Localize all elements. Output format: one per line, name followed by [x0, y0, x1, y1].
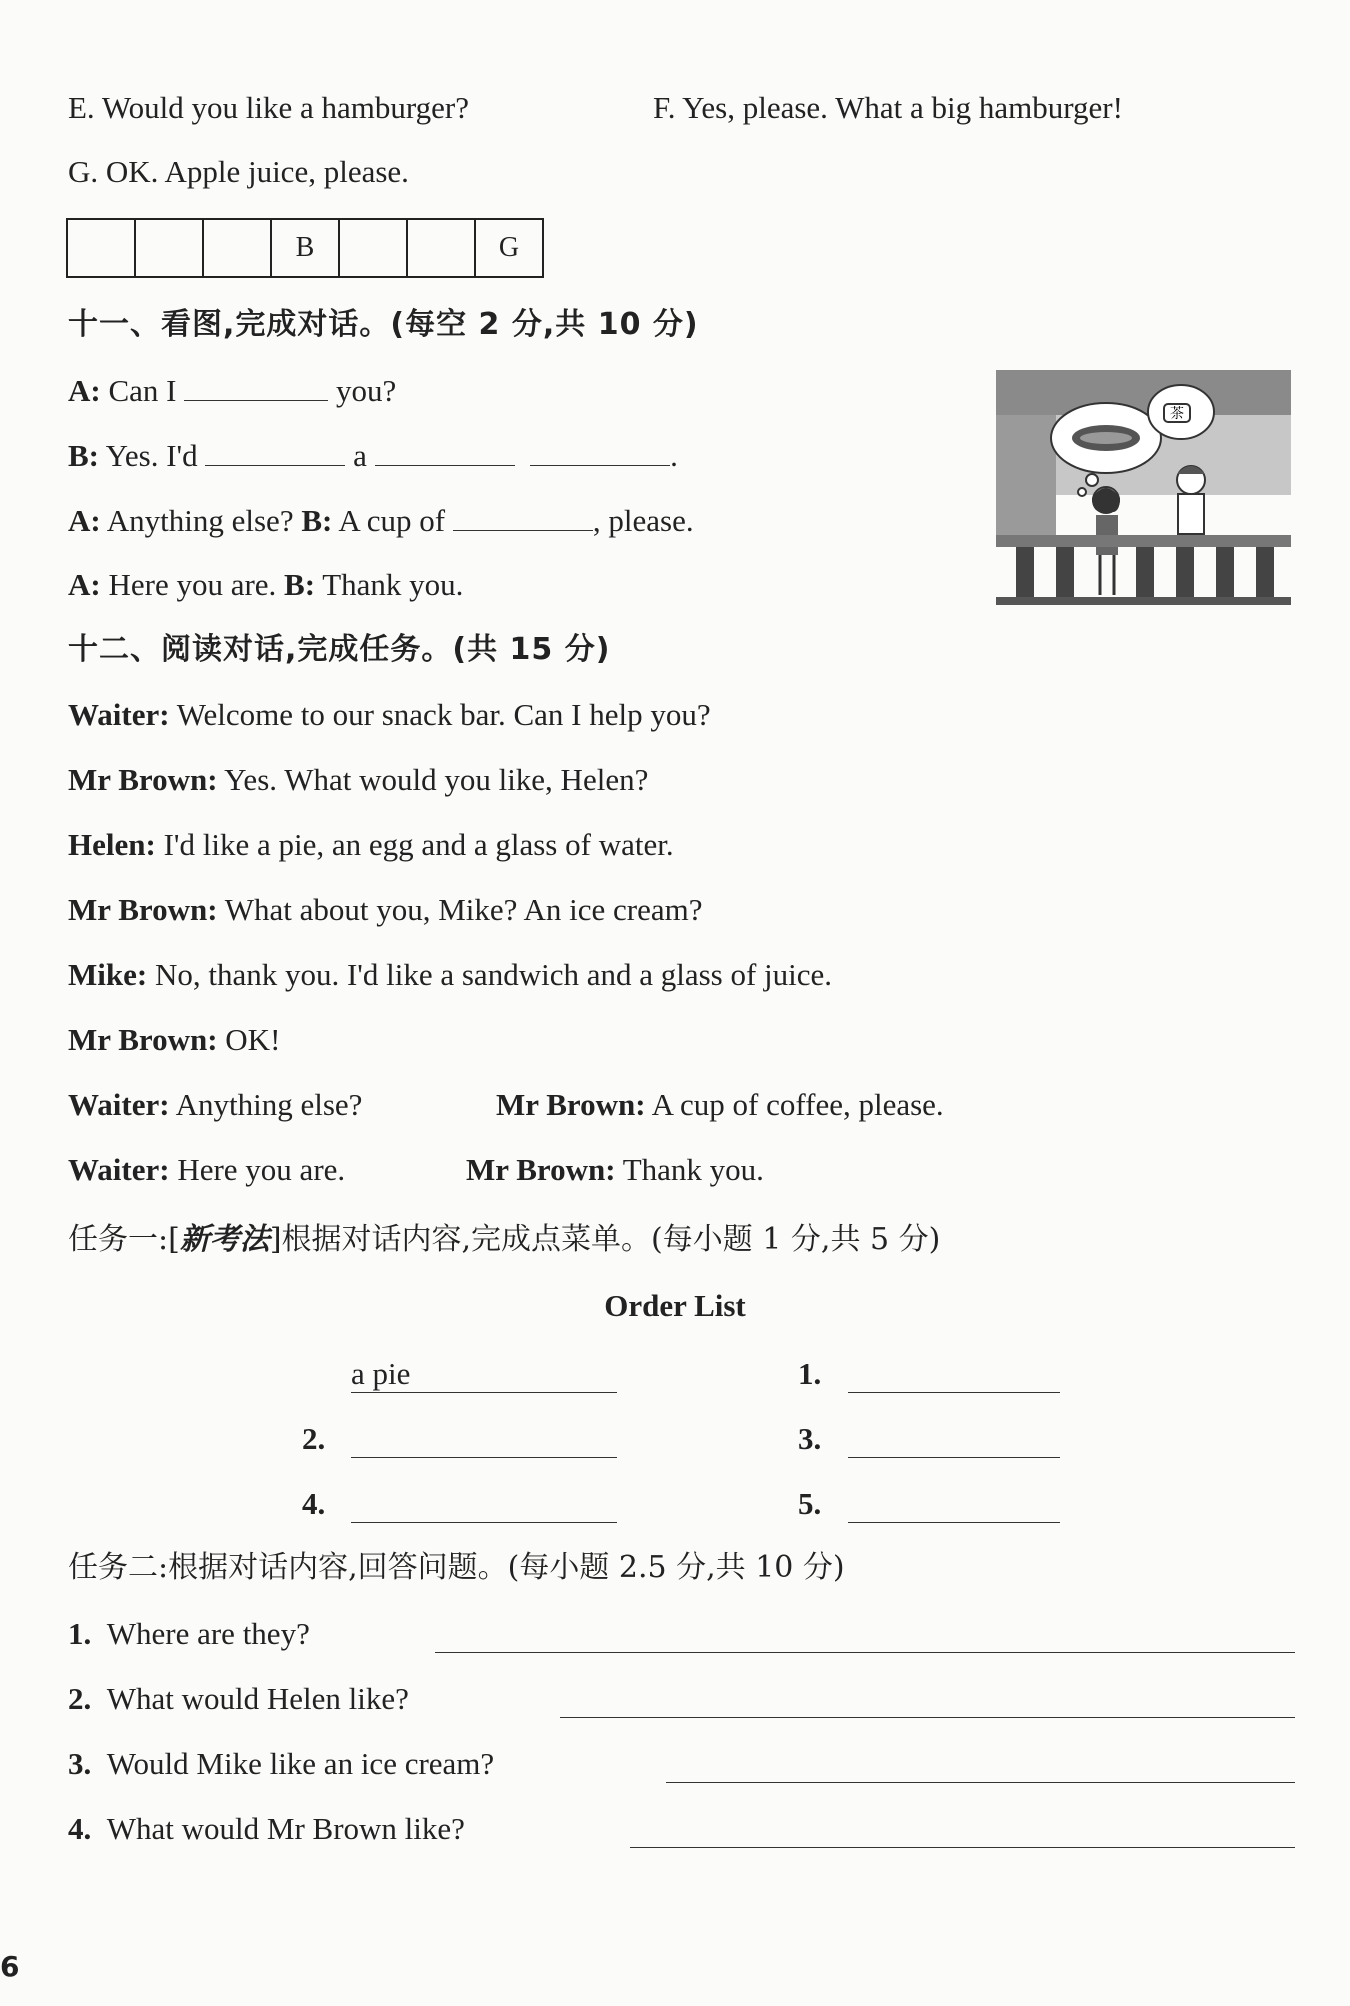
awning — [996, 370, 1291, 415]
sequence-box-4[interactable]: B — [271, 219, 339, 277]
dialogue-text: Yes. What would you like, Helen? — [217, 762, 649, 797]
order-num-3: 3. — [798, 1421, 822, 1456]
question-number: 3. — [68, 1746, 92, 1781]
question-1 — [68, 1614, 310, 1654]
dialogue-text: OK! — [217, 1022, 281, 1057]
order-blank-5[interactable] — [848, 1488, 1060, 1523]
question-text: What would Mr Brown like? — [106, 1811, 465, 1846]
dialogue-line — [68, 695, 711, 735]
task-2-instruction: 任务二:根据对话内容,回答问题。(每小题 2.5 分,共 10 分) — [68, 1550, 845, 1585]
speaker-b: B: — [68, 438, 99, 473]
answer-blank[interactable] — [453, 500, 593, 531]
page-number: 6 — [0, 1950, 20, 1983]
order-blank-4[interactable] — [351, 1488, 617, 1523]
sequence-box-3[interactable] — [203, 219, 271, 277]
dialogue-text: Can I — [100, 373, 185, 408]
answer-blank[interactable] — [184, 370, 328, 401]
speaker: Mr Brown: — [68, 762, 218, 797]
dialogue-text: Here you are. — [100, 567, 285, 602]
sequence-box-7[interactable]: G — [475, 219, 543, 277]
dialogue-line-1 — [68, 370, 396, 411]
sequence-box-1[interactable] — [67, 219, 135, 277]
speaker-b: B: — [301, 503, 333, 538]
order-num-5: 5. — [798, 1486, 822, 1521]
dialogue-text: Thank you. — [315, 567, 464, 602]
speaker-a: A: — [68, 567, 101, 602]
dialogue-text: Thank you. — [615, 1152, 764, 1187]
section-11-heading: 十一、看图,完成对话。(每空 2 分,共 10 分) — [68, 307, 699, 342]
dialogue-text: Welcome to our snack bar. Can I help you? — [169, 697, 711, 732]
option-e: E. Would you like a hamburger? — [68, 90, 469, 125]
option-g: G. OK. Apple juice, please. — [68, 154, 409, 189]
question-number: 4. — [68, 1811, 92, 1846]
dialogue-line — [68, 955, 832, 995]
dialogue-line — [68, 1150, 345, 1190]
task-1-text: ]根据对话内容,完成点菜单。(每小题 1 分,共 5 分) — [269, 1222, 941, 1257]
speaker-a: A: — [68, 503, 101, 538]
dialogue-line — [68, 1020, 280, 1060]
dialogue-text: Anything else? — [169, 1087, 363, 1122]
speaker: Helen: — [68, 827, 156, 862]
dialogue-line — [496, 1085, 944, 1125]
task-1-label: 任务一:[ — [68, 1222, 180, 1257]
option-f: F. Yes, please. What a big hamburger! — [653, 90, 1123, 125]
answer-blank[interactable] — [375, 435, 515, 466]
snack-bar-illustration — [996, 370, 1291, 610]
sequence-box-2[interactable] — [135, 219, 203, 277]
answer-blank[interactable] — [530, 435, 670, 466]
dialogue-text: Here you are. — [169, 1152, 346, 1187]
speaker: Mr Brown: — [68, 892, 218, 927]
order-example: a pie — [351, 1356, 411, 1391]
dialogue-line — [466, 1150, 764, 1190]
order-list-title: Order List — [604, 1288, 746, 1323]
dialogue-text: I'd like a pie, an egg and a glass of water. — [155, 827, 674, 862]
answer-line-2[interactable] — [560, 1683, 1295, 1718]
counter — [996, 535, 1291, 547]
dialogue-line-4 — [68, 565, 463, 605]
order-num-4: 4. — [302, 1486, 326, 1521]
sequence-box-6[interactable] — [407, 219, 475, 277]
order-num-1: 1. — [798, 1356, 822, 1391]
dialogue-text: What about you, Mike? An ice cream? — [217, 892, 703, 927]
question-2 — [68, 1679, 409, 1719]
dialogue-line-2 — [68, 435, 678, 476]
dialogue-line — [68, 890, 702, 930]
dialogue-text: A cup of coffee, please. — [645, 1087, 944, 1122]
section-12-heading: 十二、阅读对话,完成任务。(共 15 分) — [68, 632, 611, 667]
order-example-line — [351, 1358, 617, 1393]
dialogue-text: a — [345, 438, 375, 473]
order-blank-2[interactable] — [351, 1423, 617, 1458]
dialogue-line — [68, 760, 648, 800]
dialogue-text: you? — [328, 373, 397, 408]
speaker: Waiter: — [68, 1087, 170, 1122]
question-text: What would Helen like? — [106, 1681, 409, 1716]
question-4 — [68, 1809, 465, 1849]
speaker: Mr Brown: — [466, 1152, 616, 1187]
speaker: Mr Brown: — [68, 1022, 218, 1057]
order-blank-1[interactable] — [848, 1358, 1060, 1393]
question-text: Would Mike like an ice cream? — [106, 1746, 495, 1781]
new-method-tag: 新考法 — [179, 1222, 270, 1257]
order-blank-3[interactable] — [848, 1423, 1060, 1458]
tea-sign: 茶 — [1170, 406, 1184, 422]
dialogue-line-3 — [68, 500, 694, 541]
dialogue-text: Anything else? — [100, 503, 302, 538]
answer-line-4[interactable] — [630, 1813, 1295, 1848]
dialogue-line — [68, 1085, 362, 1125]
question-3 — [68, 1744, 494, 1784]
answer-line-1[interactable] — [435, 1618, 1295, 1653]
question-number: 2. — [68, 1681, 92, 1716]
question-number: 1. — [68, 1616, 92, 1651]
sequence-box-5[interactable] — [339, 219, 407, 277]
sequence-answer-boxes — [66, 218, 544, 278]
speaker-a: A: — [68, 373, 101, 408]
dialogue-line — [68, 825, 674, 865]
speaker: Waiter: — [68, 1152, 170, 1187]
dialogue-text: No, thank you. I'd like a sandwich and a glass of juice. — [147, 957, 833, 992]
dialogue-text: , please. — [592, 503, 694, 538]
order-num-2: 2. — [302, 1421, 326, 1456]
speaker: Waiter: — [68, 697, 170, 732]
speaker: Mike: — [68, 957, 148, 992]
dialogue-text: . — [670, 438, 678, 473]
question-text: Where are they? — [106, 1616, 310, 1651]
dialogue-text: A cup of — [332, 503, 453, 538]
speaker: Mr Brown: — [496, 1087, 646, 1122]
answer-blank[interactable] — [205, 435, 345, 466]
answer-line-3[interactable] — [666, 1748, 1295, 1783]
speaker-b: B: — [284, 567, 316, 602]
task-1-instruction — [68, 1220, 940, 1260]
dialogue-text: Yes. I'd — [99, 438, 206, 473]
